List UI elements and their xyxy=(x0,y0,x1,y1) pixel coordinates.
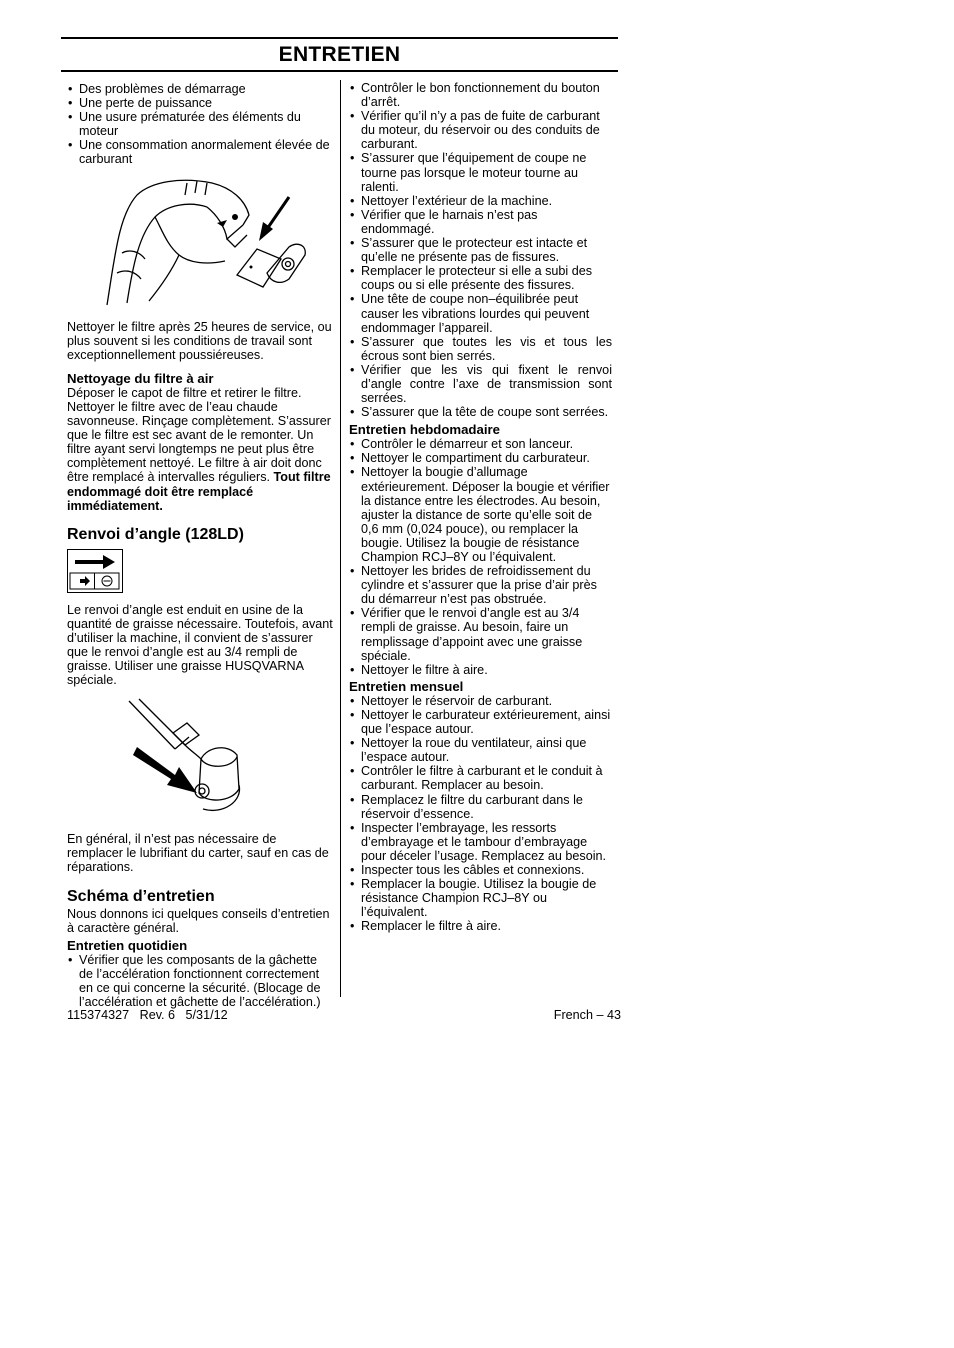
list-item: • Nettoyer le réservoir de carburant. xyxy=(349,694,612,708)
air-filter-illustration xyxy=(67,175,333,310)
filter-cleaning-heading: Nettoyage du filtre à air xyxy=(67,370,214,386)
list-item: • Une tête de coupe non–équilibrée peut causer les vibrations lourdes qui peuvent endommager l’appareil. xyxy=(349,292,612,334)
schema-intro: Nous donnons ici quelques conseils d’entretien à caractère général. xyxy=(67,906,330,935)
list-item: • Remplacer la bougie. Utilisez la bougie de résistance Champion RCJ–8Y ou l’équivalent. xyxy=(349,877,612,919)
list-item: • Contrôler le démarreur et son lanceur. xyxy=(349,437,612,451)
header-rule-bottom xyxy=(61,70,618,72)
list-item: • S’assurer que le protecteur est intacte et qu’elle ne présente pas de fissures. xyxy=(349,236,612,264)
intro-bullet-list xyxy=(67,82,333,167)
weekly-maintenance-heading: Entretien hebdomadaire xyxy=(349,422,500,438)
schema-heading: Schéma d’entretien xyxy=(67,887,215,905)
grease-symbol-box xyxy=(67,549,123,593)
gear-head-illustration xyxy=(67,697,333,825)
filter-cleaning-body: Déposer le capot de filtre et retirer le filtre. Nettoyer le filtre avec de l’eau chaude savonneuse. Rinçage complètement. S’assurer que le filtre est sec avant de le remonter. Un filtre ayant servi longtemps ne peut plus être complètement nettoyé. Le filtre à air doit donc être remplacé à intervalles réguliers. xyxy=(67,385,331,485)
list-item: • Vérifier que le harnais n’est pas endommagé. xyxy=(349,208,612,236)
monthly-maintenance-heading: Entretien mensuel xyxy=(349,678,464,694)
gear-lubricant-paragraph: En général, il n’est pas nécessaire de remplacer le lubrifiant du carter, sauf en cas de réparations. xyxy=(67,832,329,875)
daily-bullet-list xyxy=(67,953,333,1009)
list-item: • Remplacez le filtre du carburant dans le réservoir d’essence. xyxy=(349,793,612,821)
list-item: • Vérifier que les composants de la gâchette de l’accélération fonctionnent correctement en ce qui concerne la sécurité. (Blocage de l’accélération et gâchette de l’accélération.) xyxy=(67,953,333,1009)
header-rule-top xyxy=(61,37,618,39)
filter-interval-paragraph: Nettoyer le filtre après 25 heures de service, ou plus souvent si les conditions de travail sont exceptionnellement poussiéreuses. xyxy=(67,319,332,362)
daily-bullet-list-continued xyxy=(349,81,612,419)
list-item: • Une usure prématurée des éléments du moteur xyxy=(67,110,333,138)
filter-cleaning-warning: Tout filtre endommagé doit être remplacé immédiatement. xyxy=(67,470,331,513)
list-item: • Une perte de puissance xyxy=(67,96,333,110)
list-item: • Nettoyer le filtre à aire. xyxy=(349,663,612,677)
list-item: • Nettoyer les brides de refroidissement du cylindre et s’assurer que la prise d’air près du démarreur n’est pas obstruée. xyxy=(349,564,612,606)
list-item: • S’assurer que la tête de coupe sont serrées. xyxy=(349,405,612,419)
list-item: • Contrôler le bon fonctionnement du bouton d’arrêt. xyxy=(349,81,612,109)
list-item: • Nettoyer le carburateur extérieurement, ainsi que l’espace autour. xyxy=(349,708,612,736)
list-item: • Nettoyer la roue du ventilateur, ainsi que l’espace autour. xyxy=(349,736,612,764)
list-item: • Inspecter l’embrayage, les ressorts d’embrayage et le tambour d’embrayage pour déceler l’usage. Remplacez au besoin. xyxy=(349,821,612,863)
list-item: • Vérifier qu’il n’y a pas de fuite de carburant du moteur, du réservoir ou des conduits de carburant. xyxy=(349,109,612,151)
footer-doc-info: 115374327 Rev. 6 5/31/12 xyxy=(67,1008,228,1022)
list-item: • Remplacer le filtre à aire. xyxy=(349,919,612,933)
list-item: • Nettoyer le compartiment du carburateur. xyxy=(349,451,612,465)
filter-cleaning-text xyxy=(67,386,333,513)
gear-grease-paragraph: Le renvoi d’angle est enduit en usine de la quantité de graisse nécessaire. Toutefois, avant d’utiliser la machine, il convient de s’assurer que le renvoi d’angle est au 3/4 rempli de graisse. Utiliser une graisse HUSQVARNA spéciale. xyxy=(67,602,333,688)
page-title: ENTRETIEN xyxy=(278,43,401,66)
left-column xyxy=(67,82,333,1009)
list-item: • Vérifier que les vis qui fixent le renvoi d’angle contre l’axe de transmission sont serrées. xyxy=(349,363,612,405)
list-item: • Inspecter tous les câbles et connexions. xyxy=(349,863,612,877)
monthly-bullet-list xyxy=(349,694,612,934)
list-item: • Une consommation anormalement élevée de carburant xyxy=(67,138,333,166)
column-divider xyxy=(340,80,341,997)
list-item: • Nettoyer l’extérieur de la machine. xyxy=(349,194,612,208)
list-item: • Nettoyer la bougie d’allumage extérieurement. Déposer la bougie et vérifier la distance entre les électrodes. Au besoin, ajuster la distance de sorte qu’elle soit de 0,6 mm (0,024 pouce), ou remplacer la bougie. Utilisez la bougie de résistance Champion RCJ–8Y ou l’équivalent. xyxy=(349,465,612,564)
list-item: • Contrôler le filtre à carburant et le conduit à carburant. Remplacer au besoin. xyxy=(349,764,612,792)
weekly-bullet-list xyxy=(349,437,612,677)
list-item: • Vérifier que le renvoi d’angle est au 3/4 rempli de graisse. Au besoin, faire un remplissage d’appoint avec une graisse spéciale. xyxy=(349,606,612,662)
daily-maintenance-heading: Entretien quotidien xyxy=(67,937,188,953)
list-item: • Des problèmes de démarrage xyxy=(67,82,333,96)
list-item: • S’assurer que l’équipement de coupe ne tourne pas lorsque le moteur tourne au ralenti. xyxy=(349,151,612,193)
list-item: • Remplacer le protecteur si elle a subi des coups ou si elle présente des fissures. xyxy=(349,264,612,292)
gear-section-heading: Renvoi d’angle (128LD) xyxy=(67,525,244,543)
list-item: • S’assurer que toutes les vis et tous les écrous sont bien serrés. xyxy=(349,335,612,363)
right-column xyxy=(349,81,612,933)
footer-page-number: French – 43 xyxy=(553,1008,621,1022)
